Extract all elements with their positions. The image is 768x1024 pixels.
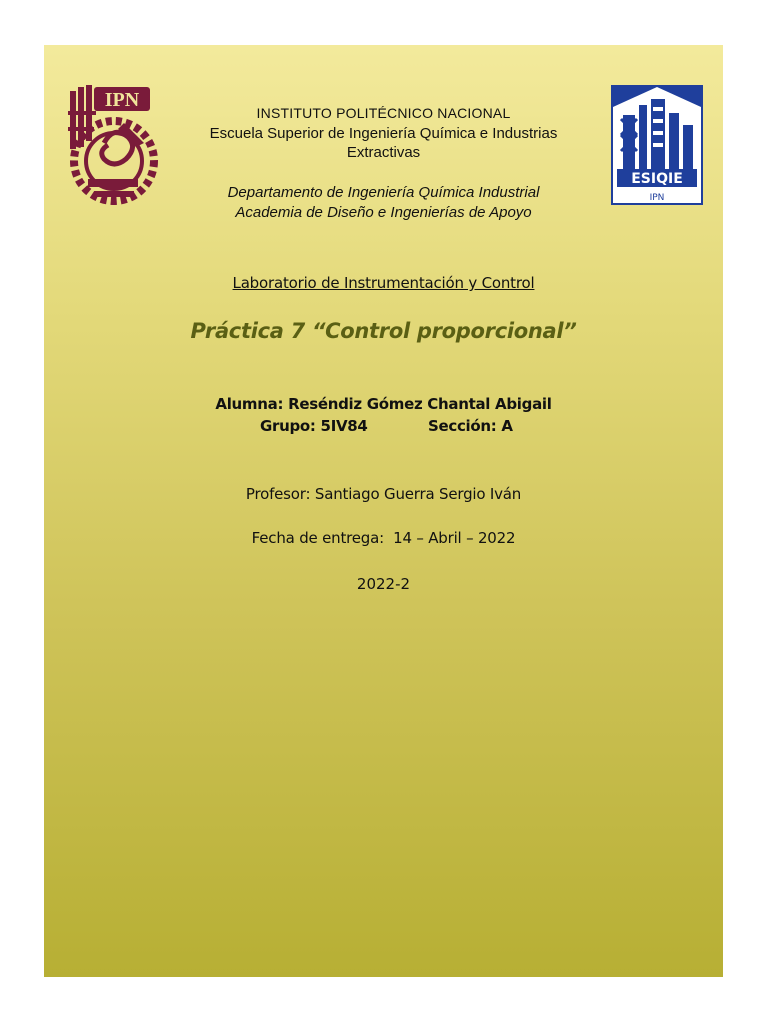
course-name: Laboratorio de Instrumentación y Control <box>232 274 535 292</box>
due-date: Fecha de entrega: 14 – Abril – 2022 <box>251 529 516 547</box>
student-name: Alumna: Reséndiz Gómez Chantal Abigail <box>215 395 552 413</box>
institute-name: INSTITUTO POLITÉCNICO NACIONAL <box>256 105 511 121</box>
ipn-logo-lettering: IPN <box>104 89 140 111</box>
academy-name: Academia de Diseño e Ingenierías de Apoyo <box>235 204 532 221</box>
professor-name: Profesor: Santiago Guerra Sergio Iván <box>245 485 522 503</box>
practice-title: Práctica 7 “Control proporcional” <box>190 319 577 343</box>
group-label: Grupo: 5IV84 <box>260 417 368 435</box>
esiqie-logo-ipn: IPN <box>649 193 665 203</box>
cover-page <box>44 45 723 977</box>
esiqie-logo-lettering: ESIQIE <box>631 171 683 187</box>
school-period: 2022-2 <box>356 575 411 593</box>
department-name: Departamento de Ingeniería Química Industrial <box>227 184 540 201</box>
school-name-line1: Escuela Superior de Ingeniería Química e Industrias <box>209 125 558 142</box>
section-label: Sección: A <box>428 417 513 435</box>
school-name-line2: Extractivas <box>346 144 421 161</box>
